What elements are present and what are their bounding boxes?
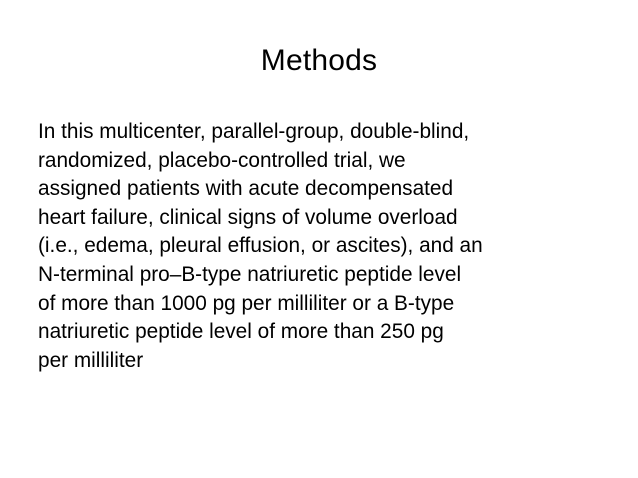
body-line: of more than 1000 pg per milliliter or a B-type bbox=[38, 291, 455, 315]
body-line: natriuretic peptide level of more than 250 pg bbox=[38, 320, 444, 344]
slide-title: Methods bbox=[260, 44, 378, 77]
body-line: heart failure, clinical signs of volume overload bbox=[38, 205, 458, 229]
body-line: per milliliter bbox=[38, 348, 144, 372]
body-line: assigned patients with acute decompensated bbox=[38, 177, 454, 201]
slide-body-text bbox=[38, 118, 608, 375]
body-line: N-terminal pro–B-type natriuretic peptide level bbox=[38, 262, 462, 286]
body-line: (i.e., edema, pleural effusion, or ascites), and an bbox=[38, 234, 483, 258]
body-line: In this multicenter, parallel-group, double-blind, bbox=[38, 120, 470, 143]
body-line: randomized, placebo-controlled trial, we bbox=[38, 148, 406, 172]
